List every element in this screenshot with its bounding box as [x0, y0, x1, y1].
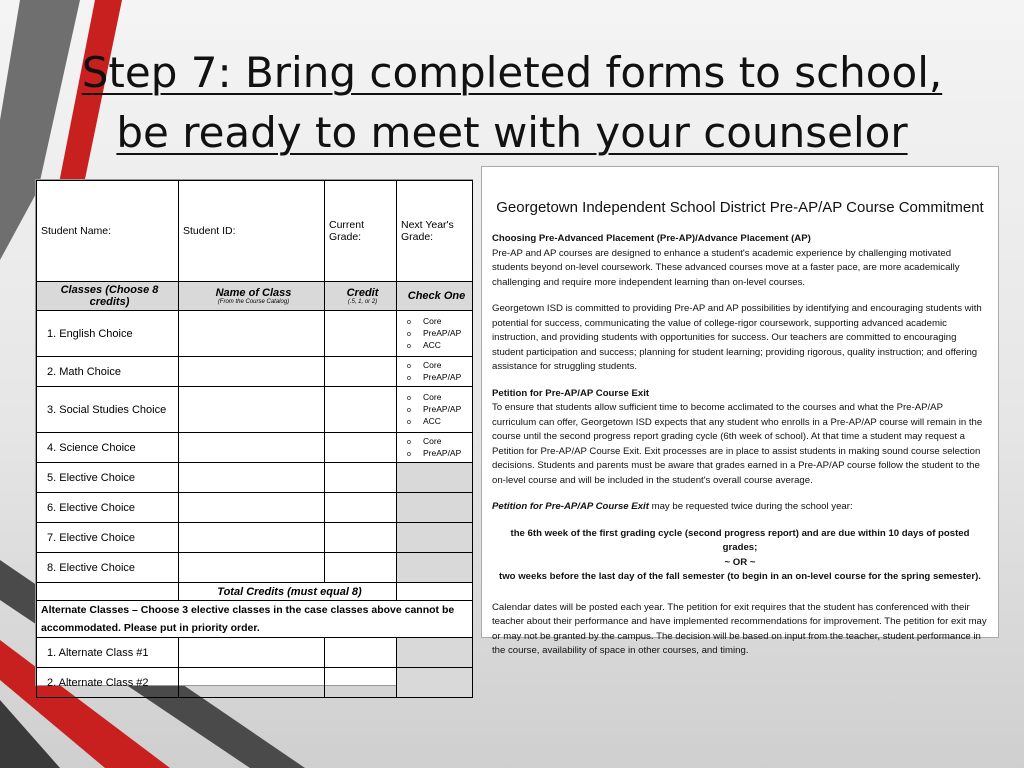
alternate-check-cell: [397, 668, 473, 698]
table-row: [37, 357, 473, 387]
paragraph-petition-timing: [492, 500, 988, 515]
class-name-input[interactable]: [179, 387, 325, 433]
check-option[interactable]: o Core: [407, 436, 472, 448]
check-option[interactable]: o Core: [407, 392, 472, 404]
alternate-credit-input[interactable]: [325, 638, 397, 668]
section-heading-petition: Petition for Pre-AP/AP Course Exit: [492, 387, 650, 399]
timing-option-2: two weeks before the last day of the fall semester (to begin in an on-level course for the spring semester).: [499, 571, 981, 582]
check-option[interactable]: o Core: [407, 316, 472, 328]
alternate-classes-instructions: Alternate Classes – Choose 3 elective classes in the case classes above cannot be accommodated. Please put in priority order.: [37, 601, 473, 638]
check-one-cell[interactable]: [397, 433, 473, 463]
timing-option-1: the 6th week of the first grading cycle (second progress report) and are due within 10 days of posted grades;: [510, 527, 970, 553]
slide-title-line-1: Step 7: Bring completed forms to school,: [81, 48, 943, 97]
alternate-check-cell: [397, 638, 473, 668]
next-grade-label: Next Year's Grade:: [401, 219, 454, 243]
student-id-label: Student ID:: [183, 225, 236, 237]
course-selection-table: [36, 180, 473, 698]
table-row: [37, 463, 473, 493]
petition-rest: may be requested twice during the school year:: [648, 501, 853, 512]
check-option[interactable]: o ACC: [407, 340, 472, 352]
check-option[interactable]: o ACC: [407, 416, 472, 428]
total-spacer: [37, 583, 179, 601]
col-header-name: Name of Class (From the Course Catalog): [179, 282, 325, 311]
total-credits-label: Total Credits (must equal 8): [179, 583, 397, 601]
col-header-credit: Credit (.5, 1, or 2): [325, 282, 397, 311]
class-name-input[interactable]: [179, 553, 325, 583]
class-label: 8. Elective Choice: [37, 553, 179, 583]
check-one-cell[interactable]: [397, 387, 473, 433]
course-commitment-document: [482, 167, 998, 656]
check-one-cell: [397, 463, 473, 493]
current-grade-field[interactable]: [325, 181, 397, 282]
credit-input[interactable]: [325, 523, 397, 553]
check-one-cell[interactable]: [397, 311, 473, 357]
section-heading-choosing: Choosing Pre-Advanced Placement (Pre-AP)/Advance Placement (AP): [492, 233, 811, 244]
table-row: [37, 433, 473, 463]
student-name-label: Student Name:: [41, 225, 112, 237]
class-label: 5. Elective Choice: [37, 463, 179, 493]
credit-input[interactable]: [325, 311, 397, 357]
col-header-check: Check One: [397, 282, 473, 311]
credit-input[interactable]: [325, 463, 397, 493]
table-row: [37, 523, 473, 553]
class-name-input[interactable]: [179, 493, 325, 523]
check-one-cell[interactable]: [397, 357, 473, 387]
credit-input[interactable]: [325, 493, 397, 523]
student-id-field[interactable]: [179, 181, 325, 282]
alternate-label: 2. Alternate Class #2: [37, 668, 179, 698]
timing-or: ~ OR ~: [724, 556, 756, 568]
paragraph-calendar: Calendar dates will be posted each year. The petition for exit requires that the student has conferenced with their teacher about their performance and have implemented recommendations for improvement. The petition for exit may or may not be granted by the campus. The decision will be based on input from the teacher, student performance in the course, availability of space in other courses, and timing.: [492, 601, 987, 656]
petition-lead: Petition for Pre-AP/AP Course Exit: [492, 501, 649, 512]
class-label: 2. Math Choice: [37, 357, 179, 387]
col-header-classes: Classes (Choose 8 credits): [37, 282, 179, 311]
class-label: 4. Science Choice: [37, 433, 179, 463]
check-option[interactable]: o PreAP/AP: [407, 372, 472, 384]
alternate-credit-input[interactable]: [325, 668, 397, 698]
alternate-name-input[interactable]: [179, 638, 325, 668]
check-option[interactable]: o PreAP/AP: [407, 328, 472, 340]
credit-input[interactable]: [325, 553, 397, 583]
slide-title-line-2: be ready to meet with your counselor: [116, 108, 908, 157]
paragraph-intro: Pre-AP and AP courses are designed to enhance a student's academic experience by challenging motivated students beyond on-level coursework. These advanced courses move at a faster pace, are more academically challenging and require more independent learning than on-level courses.: [492, 247, 960, 288]
next-grade-field[interactable]: [397, 181, 473, 282]
check-option[interactable]: o Core: [407, 360, 472, 372]
table-row: [37, 311, 473, 357]
class-name-input[interactable]: [179, 523, 325, 553]
alternate-row: [37, 668, 473, 698]
paragraph-petition: To ensure that students allow sufficient time to become acclimated to the courses and what the Pre-AP/AP curriculum can offer, Georgetown ISD expects that any student who enrolls in a Pre-AP/AP course will remain in the course until the second progress report grading cycle (6th week of school). At that time a student may request a Petition for Pre-AP/AP Course Exit. Exit processes are in place to assist students in making sound course selection decisions. Students and parents must be aware that grades earned in a Pre-AP/AP course follow the student to the on-level course and will be included in the student's overall course average.: [492, 402, 983, 486]
table-row: [37, 493, 473, 523]
paragraph-commitment: Georgetown ISD is committed to providing Pre-AP and AP possibilities by identifying and encouraging students with potential for success, communicating the value of college-rigor coursework, supporting advanced academic instruction, and providing students with opportunities for success. Our teachers are committed to encouraging student participation and success; planning for student learning; providing rigorous, quality instruction; and offering assistance for struggling students.: [492, 303, 982, 372]
class-name-input[interactable]: [179, 433, 325, 463]
class-name-input[interactable]: [179, 311, 325, 357]
alternate-name-input[interactable]: [179, 668, 325, 698]
credit-input[interactable]: [325, 387, 397, 433]
class-name-input[interactable]: [179, 463, 325, 493]
check-option[interactable]: o PreAP/AP: [407, 448, 472, 460]
credit-input[interactable]: [325, 357, 397, 387]
current-grade-label: Current Grade:: [329, 219, 365, 243]
student-name-field[interactable]: [37, 181, 179, 282]
check-option[interactable]: o PreAP/AP: [407, 404, 472, 416]
table-row: [37, 387, 473, 433]
alternate-row: [37, 638, 473, 668]
course-selection-form: [36, 180, 472, 689]
class-label: 6. Elective Choice: [37, 493, 179, 523]
alternate-label: 1. Alternate Class #1: [37, 638, 179, 668]
check-one-cell: [397, 523, 473, 553]
total-check-spacer: [397, 583, 473, 601]
class-name-input[interactable]: [179, 357, 325, 387]
class-label: 1. English Choice: [37, 311, 179, 357]
table-row: [37, 553, 473, 583]
class-label: 7. Elective Choice: [37, 523, 179, 553]
check-one-cell: [397, 493, 473, 523]
document-title: Georgetown Independent School District Pre-AP/AP Course Commitment: [496, 199, 984, 216]
class-label: 3. Social Studies Choice: [37, 387, 179, 433]
credit-input[interactable]: [325, 433, 397, 463]
check-one-cell: [397, 553, 473, 583]
